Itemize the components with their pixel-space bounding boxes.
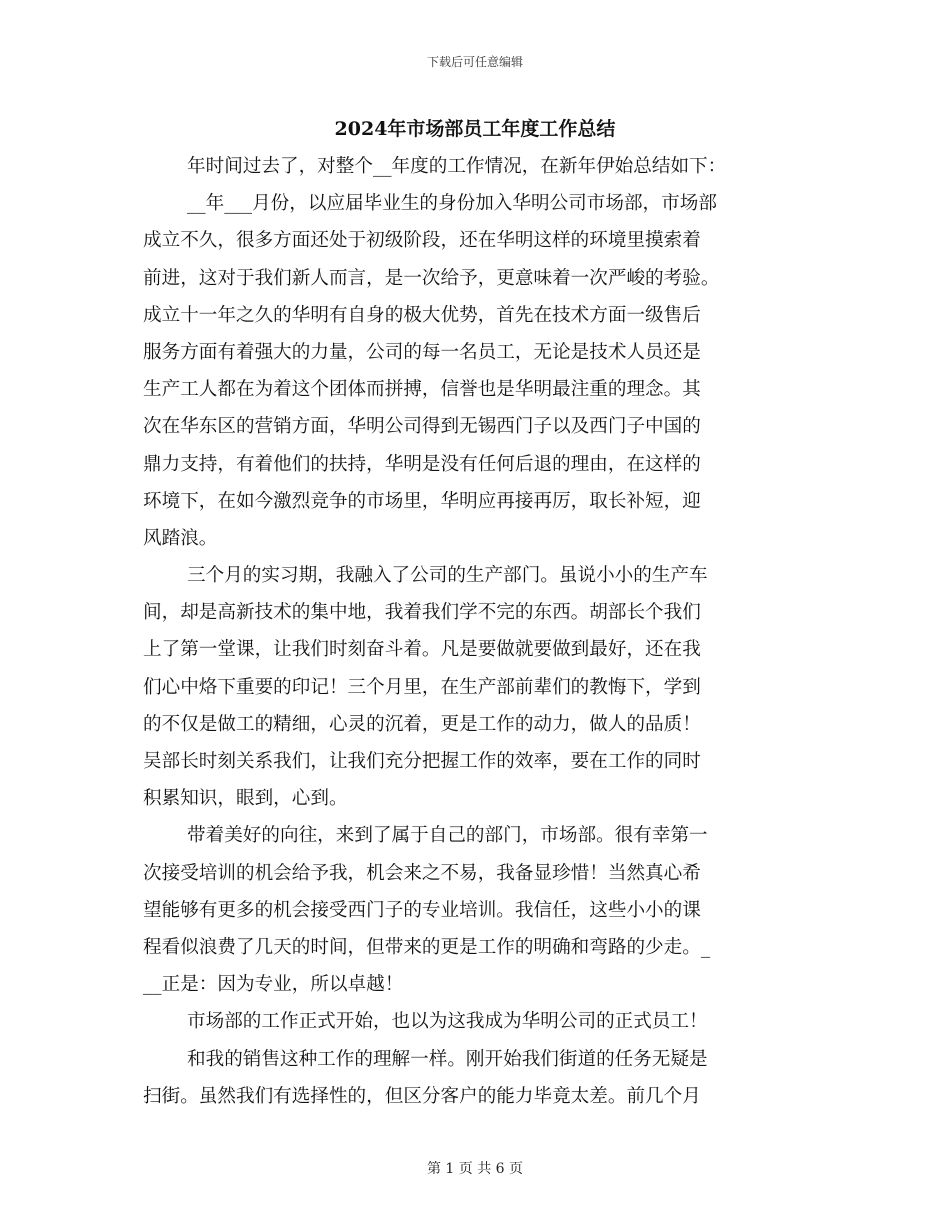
- body-text-line: 次在华东区的营销方面，华明公司得到无锡西门子以及西门子中国的: [143, 416, 701, 438]
- body-text-line: 的不仅是做工的精细，心灵的沉着，更是工作的动力，做人的品质！: [143, 713, 701, 735]
- body-text-line: 生产工人都在为着这个团体而拼搏，信誉也是华明最注重的理念。其: [143, 379, 701, 401]
- body-text-line: 三个月的实习期，我融入了公司的生产部门。虽说小小的生产车: [187, 565, 708, 587]
- body-text-line: 程看似浪费了几天的时间，但带来的更是工作的明确和弯路的少走。_: [143, 936, 711, 958]
- body-text-line: 成立十一年之久的华明有自身的极大优势，首先在技术方面一级售后: [143, 304, 701, 326]
- body-text-line: 积累知识，眼到，心到。: [143, 788, 348, 810]
- page-header-note: 下载后可任意编辑: [426, 55, 523, 69]
- body-text-line: 服务方面有着强大的力量，公司的每一名员工，无论是技术人员还是: [143, 341, 701, 363]
- body-text-line: 市场部的工作正式开始，也以为这我成为华明公司的正式员工！: [187, 1011, 708, 1033]
- body-text-line: 年时间过去了，对整个__年度的工作情况，在新年伊始总结如下：: [187, 156, 727, 177]
- body-text-line: 们心中烙下重要的印记！三个月里，在生产部前辈们的教悔下，学到: [143, 676, 701, 698]
- body-text-line: 扫街。虽然我们有选择性的，但区分客户的能力毕竟太差。前几个月: [143, 1085, 701, 1107]
- body-text-line: __年___月份，以应届毕业生的身份加入华明公司市场部，市场部: [187, 193, 717, 215]
- body-text-line: __正是：因为专业，所以卓越！: [143, 974, 404, 996]
- body-text-line: 环境下，在如今激烈竞争的市场里，华明应再接再厉，取长补短，迎: [143, 490, 701, 512]
- body-text-line: 带着美好的向往，来到了属于自己的部门，市场部。很有幸第一: [187, 825, 708, 847]
- body-text-line: 次接受培训的机会给予我，机会来之不易，我备显珍惜！当然真心希: [143, 862, 701, 884]
- document-title: 2024年市场部员工年度工作总结: [334, 118, 616, 140]
- body-text-line: 上了第一堂课，让我们时刻奋斗着。凡是要做就要做到最好，还在我: [143, 639, 701, 661]
- body-text-line: 间，却是高新技术的集中地，我着我们学不完的东西。胡部长个我们: [143, 602, 701, 624]
- document-body: [143, 148, 809, 1115]
- body-text-line: 和我的销售这种工作的理解一样。刚开始我们街道的任务无疑是: [187, 1048, 708, 1070]
- body-text-line: 风踏浪。: [143, 527, 218, 549]
- page-number: 第 1 页 共 6 页: [426, 1161, 524, 1177]
- body-text-line: 成立不久，很多方面还处于初级阶段，还在华明这样的环境里摸索着: [143, 230, 701, 252]
- body-text-line: 前进，这对于我们新人而言，是一次给予，更意味着一次严峻的考验。: [143, 267, 720, 289]
- body-text-line: 鼎力支持，有着他们的扶持，华明是没有任何后退的理由，在这样的: [143, 453, 701, 475]
- body-text-line: 吴部长时刻关系我们，让我们充分把握工作的效率，要在工作的同时: [143, 751, 701, 772]
- body-text-line: 望能够有更多的机会接受西门子的专业培训。我信任，这些小小的课: [143, 899, 701, 921]
